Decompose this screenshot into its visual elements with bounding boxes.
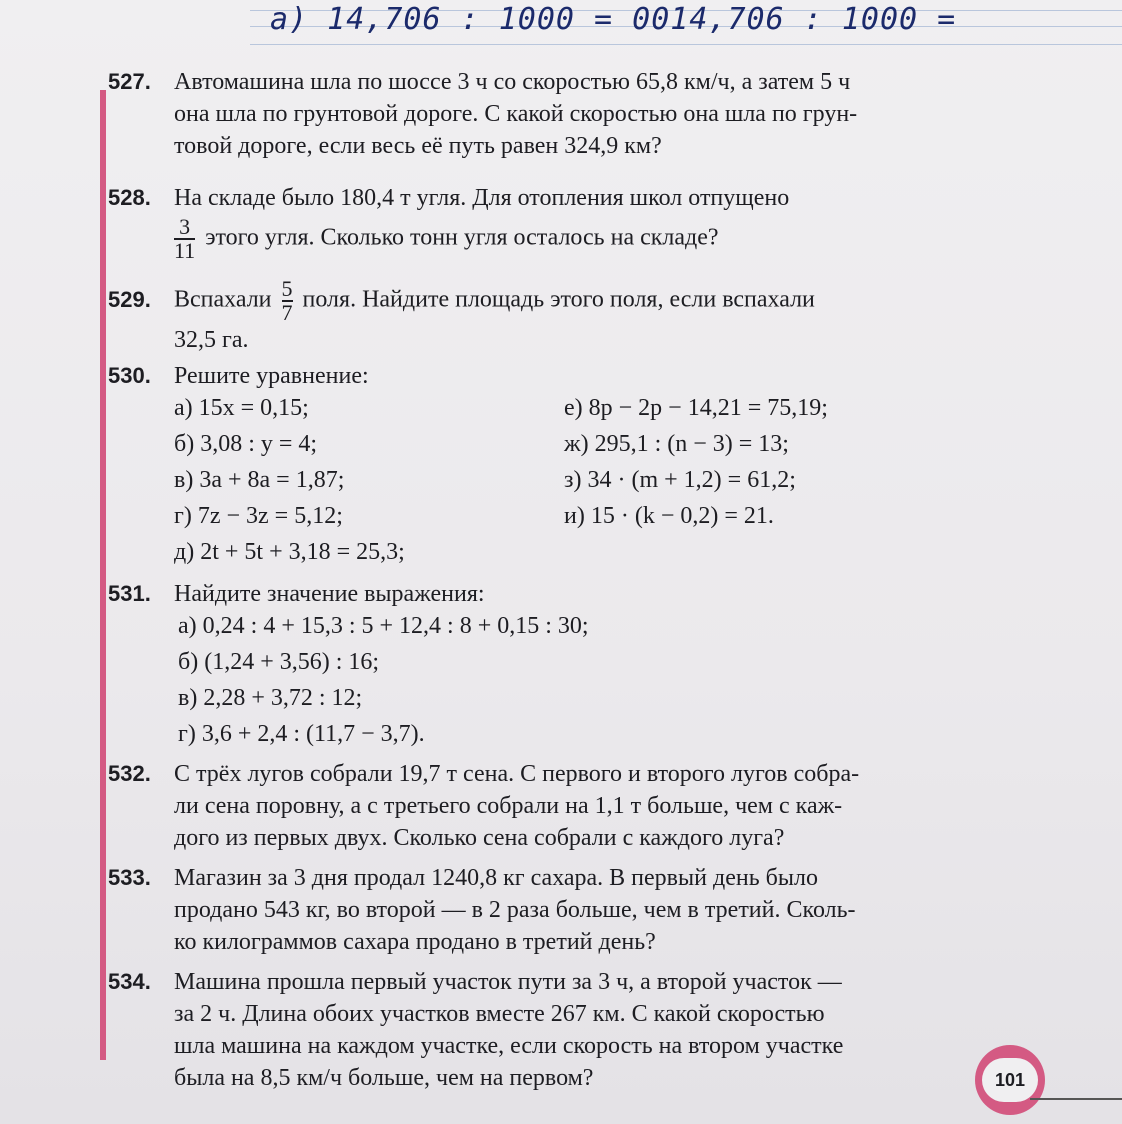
problem-528: [108, 182, 1058, 262]
page-number: 101: [982, 1058, 1038, 1102]
problem-text-line: была на 8,5 км/ч больше, чем на первом?: [174, 1065, 594, 1091]
notebook-gridline: [250, 44, 1122, 45]
problem-530-title: [108, 360, 1058, 392]
problem-527: [108, 66, 1058, 162]
problem-533: [108, 862, 1058, 958]
problem-text-line: ли сена поровну, а с третьего собрали на 1,1 т больше, чем с каж-: [174, 793, 843, 819]
equation-item: г) 7z − 3z = 5,12;: [174, 503, 343, 529]
expression-item: в) 2,28 + 3,72 : 12;: [178, 685, 363, 711]
problem-text-line: дого из первых двух. Сколько сена собрали с каждого луга?: [174, 825, 785, 851]
fraction-numerator: 5: [281, 276, 293, 301]
problem-number: 527.: [108, 69, 151, 94]
fraction: [282, 278, 293, 324]
problem-text-line: Машина прошла первый участок пути за 3 ч, а второй участок —: [174, 969, 842, 995]
problem-text-line: Автомашина шла по шоссе 3 ч со скоростью 65,8 км/ч, а затем 5 ч: [174, 69, 851, 95]
fraction: [174, 216, 195, 262]
problem-text-line: продано 543 кг, во второй — в 2 раза больше, чем в третий. Сколь-: [174, 897, 856, 923]
problem-text-line: На складе было 180,4 т угля. Для отопления школ отпущено: [174, 185, 790, 211]
problem-text-line: этого угля. Сколько тонн угля осталось на складе?: [205, 224, 719, 251]
problem-text: Вспахали: [174, 286, 272, 313]
problem-text-line: она шла по грунтовой дороге. С какой скоростью она шла по грун-: [174, 101, 858, 127]
expression-item: б) (1,24 + 3,56) : 16;: [178, 649, 380, 675]
equation-item: а) 15x = 0,15;: [174, 395, 309, 421]
fraction-denominator: 7: [281, 300, 293, 325]
problem-number: 534.: [108, 969, 151, 994]
problem-number: 530.: [108, 363, 151, 388]
equation-item: з) 34 · (m + 1,2) = 61,2;: [564, 467, 796, 493]
problem-529: [108, 278, 1058, 356]
fraction-denominator: 11: [174, 238, 196, 263]
problem-text-line: ко килограммов сахара продано в третий день?: [174, 929, 656, 955]
problem-text-line: Магазин за 3 дня продал 1240,8 кг сахара. В первый день было: [174, 865, 818, 891]
problem-number: 531.: [108, 581, 151, 606]
problem-number: 533.: [108, 865, 151, 890]
problem-531-title: [108, 578, 1058, 610]
problem-text-line: С трёх лугов собрали 19,7 т сена. С первого и второго лугов собра-: [174, 761, 860, 787]
problem-532: [108, 758, 1058, 854]
margin-accent-line: [100, 90, 106, 1060]
equation-item: е) 8p − 2p − 14,21 = 75,19;: [564, 395, 828, 421]
expression-item: а) 0,24 : 4 + 15,3 : 5 + 12,4 : 8 + 0,15 : 30;: [178, 613, 589, 639]
problem-title: Решите уравнение:: [174, 363, 369, 389]
equation-item: в) 3a + 8a = 1,87;: [174, 467, 345, 493]
problem-text-line: шла машина на каждом участке, если скорость на втором участке: [174, 1033, 844, 1059]
problem-text-line: товой дороге, если весь её путь равен 324,9 км?: [174, 133, 662, 159]
equation-item: д) 2t + 5t + 3,18 = 25,3;: [174, 539, 405, 565]
problem-number: 529.: [108, 286, 151, 312]
handwritten-note: а) 14,706 : 1000 = 0014,706 : 1000 =: [270, 2, 957, 37]
problem-number: 528.: [108, 185, 151, 210]
problem-text-line: 32,5 га.: [174, 327, 249, 353]
page-number-badge: [975, 1045, 1045, 1115]
equation-item: ж) 295,1 : (n − 3) = 13;: [564, 431, 789, 457]
problem-534: [108, 966, 978, 1094]
problem-text-line: за 2 ч. Длина обоих участков вместе 267 км. С какой скоростью: [174, 1001, 825, 1027]
expression-item: г) 3,6 + 2,4 : (11,7 − 3,7).: [178, 721, 425, 747]
footer-rule: [1030, 1098, 1122, 1100]
problem-number: 532.: [108, 761, 151, 786]
problem-text: поля. Найдите площадь этого поля, если вспахали: [302, 286, 815, 313]
problem-title: Найдите значение выражения:: [174, 581, 485, 607]
fraction-numerator: 3: [179, 214, 191, 239]
equation-item: и) 15 · (k − 0,2) = 21.: [564, 503, 774, 529]
equation-item: б) 3,08 : y = 4;: [174, 431, 318, 457]
